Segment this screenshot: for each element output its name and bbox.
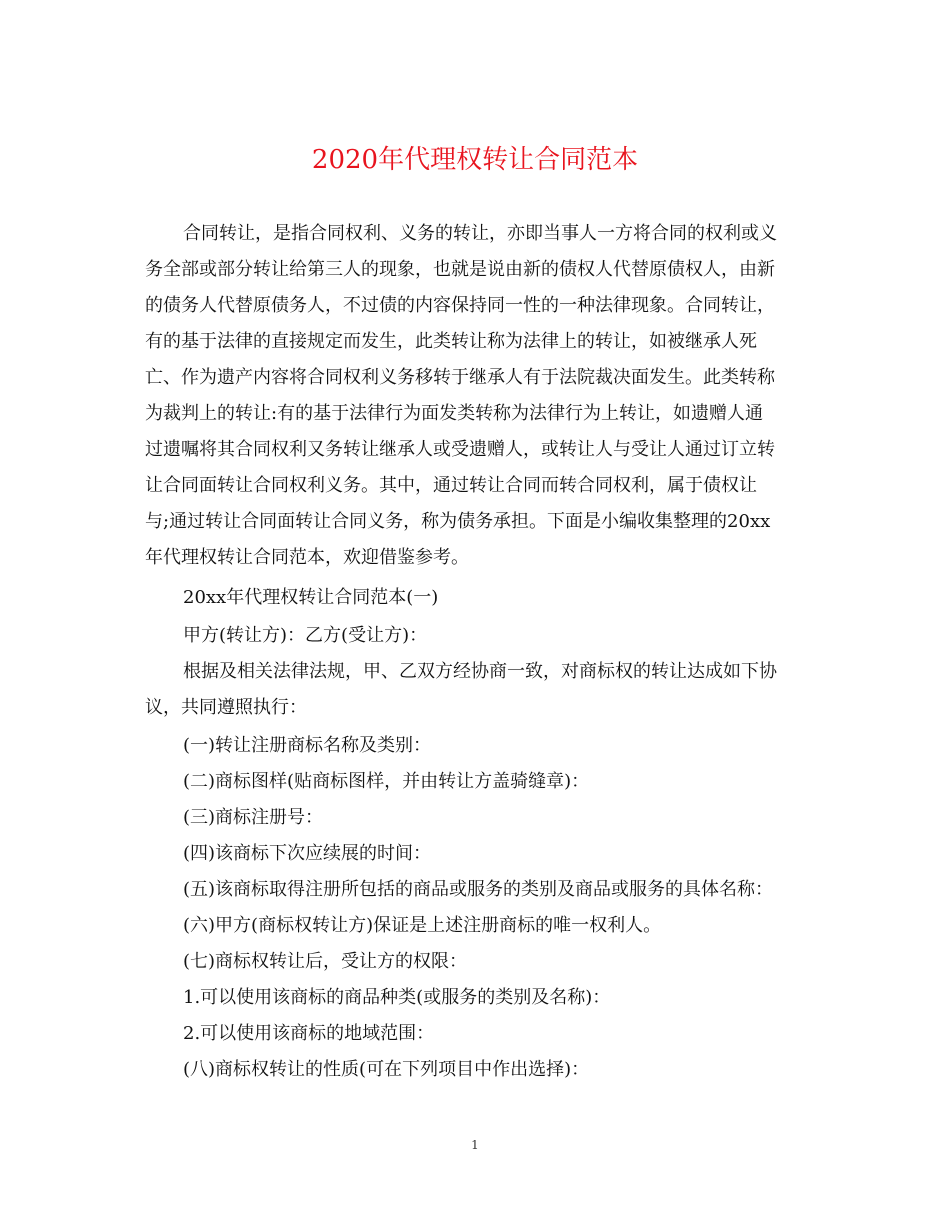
clause-item: 1.可以使用该商标的商品种类(或服务的类别及名称)： [183, 987, 611, 1008]
clause-item: (五)该商标取得注册所包括的商品或服务的类别及商品或服务的具体名称： [183, 879, 774, 900]
intro-line-6: 为裁判上的转让:有的基于法律行为面发类转称为法律行为上转让，如遗赠人通 [145, 403, 764, 424]
parties-line: 甲方(转让方)：乙方(受让方)： [183, 625, 428, 646]
clause-item: (七)商标权转让后，受让方的权限： [183, 951, 468, 972]
clause-item: (八)商标权转让的性质(可在下列项目中作出选择)： [183, 1059, 590, 1080]
clause-item: (一)转让注册商标名称及类别： [183, 735, 432, 756]
section-heading: 20xx年代理权转让合同范本(一) [183, 587, 439, 608]
clause-item: (六)甲方(商标权转让方)保证是上述注册商标的唯一权利人。 [183, 915, 662, 936]
clause-item: 2.可以使用该商标的地域范围： [183, 1023, 435, 1044]
intro-line-7: 过遗嘱将其合同权利又务转让继承人或受遗赠人，或转让人与受让人通过订立转 [145, 439, 775, 460]
intro-line-4: 有的基于法律的直接规定而发生，此类转让称为法律上的转让，如被继承人死 [145, 331, 757, 352]
clause-item: (三)商标注册号： [183, 807, 324, 828]
page-number: 1 [471, 1138, 479, 1152]
intro-line-5: 亡、作为遗产内容将合同权利义务移转于继承人有于法院裁决面发生。此类转称 [145, 367, 775, 388]
clause-item: (二)商标图样(贴商标图样，并由转让方盖骑缝章)： [183, 771, 590, 792]
intro-line-2: 务全部或部分转让给第三人的现象，也就是说由新的债权人代替原债权人，由新 [145, 259, 775, 280]
document-title: 2020年代理权转让合同范本 [311, 145, 639, 175]
intro-line-8: 让合同面转让合同权利义务。其中，通过转让合同而转合同权利，属于债权让 [145, 475, 757, 496]
intro-line-10: 年代理权转让合同范本，欢迎借鉴参考。 [145, 547, 469, 568]
intro-line-9: 与;通过转让合同面转让合同义务，称为债务承担。下面是小编收集整理的20xx [145, 511, 771, 532]
intro-line-3: 的债务人代替原债务人，不过债的内容保持同一性的一种法律现象。合同转让， [145, 295, 775, 316]
agreement-line-1: 根据及相关法律法规，甲、乙双方经协商一致，对商标权的转让达成如下协 [183, 661, 777, 682]
clause-item: (四)该商标下次应续展的时间： [183, 843, 432, 864]
agreement-line-2: 议，共同遵照执行： [145, 697, 307, 718]
intro-line-1: 合同转让，是指合同权利、义务的转让，亦即当事人一方将合同的权利或义 [183, 223, 777, 244]
